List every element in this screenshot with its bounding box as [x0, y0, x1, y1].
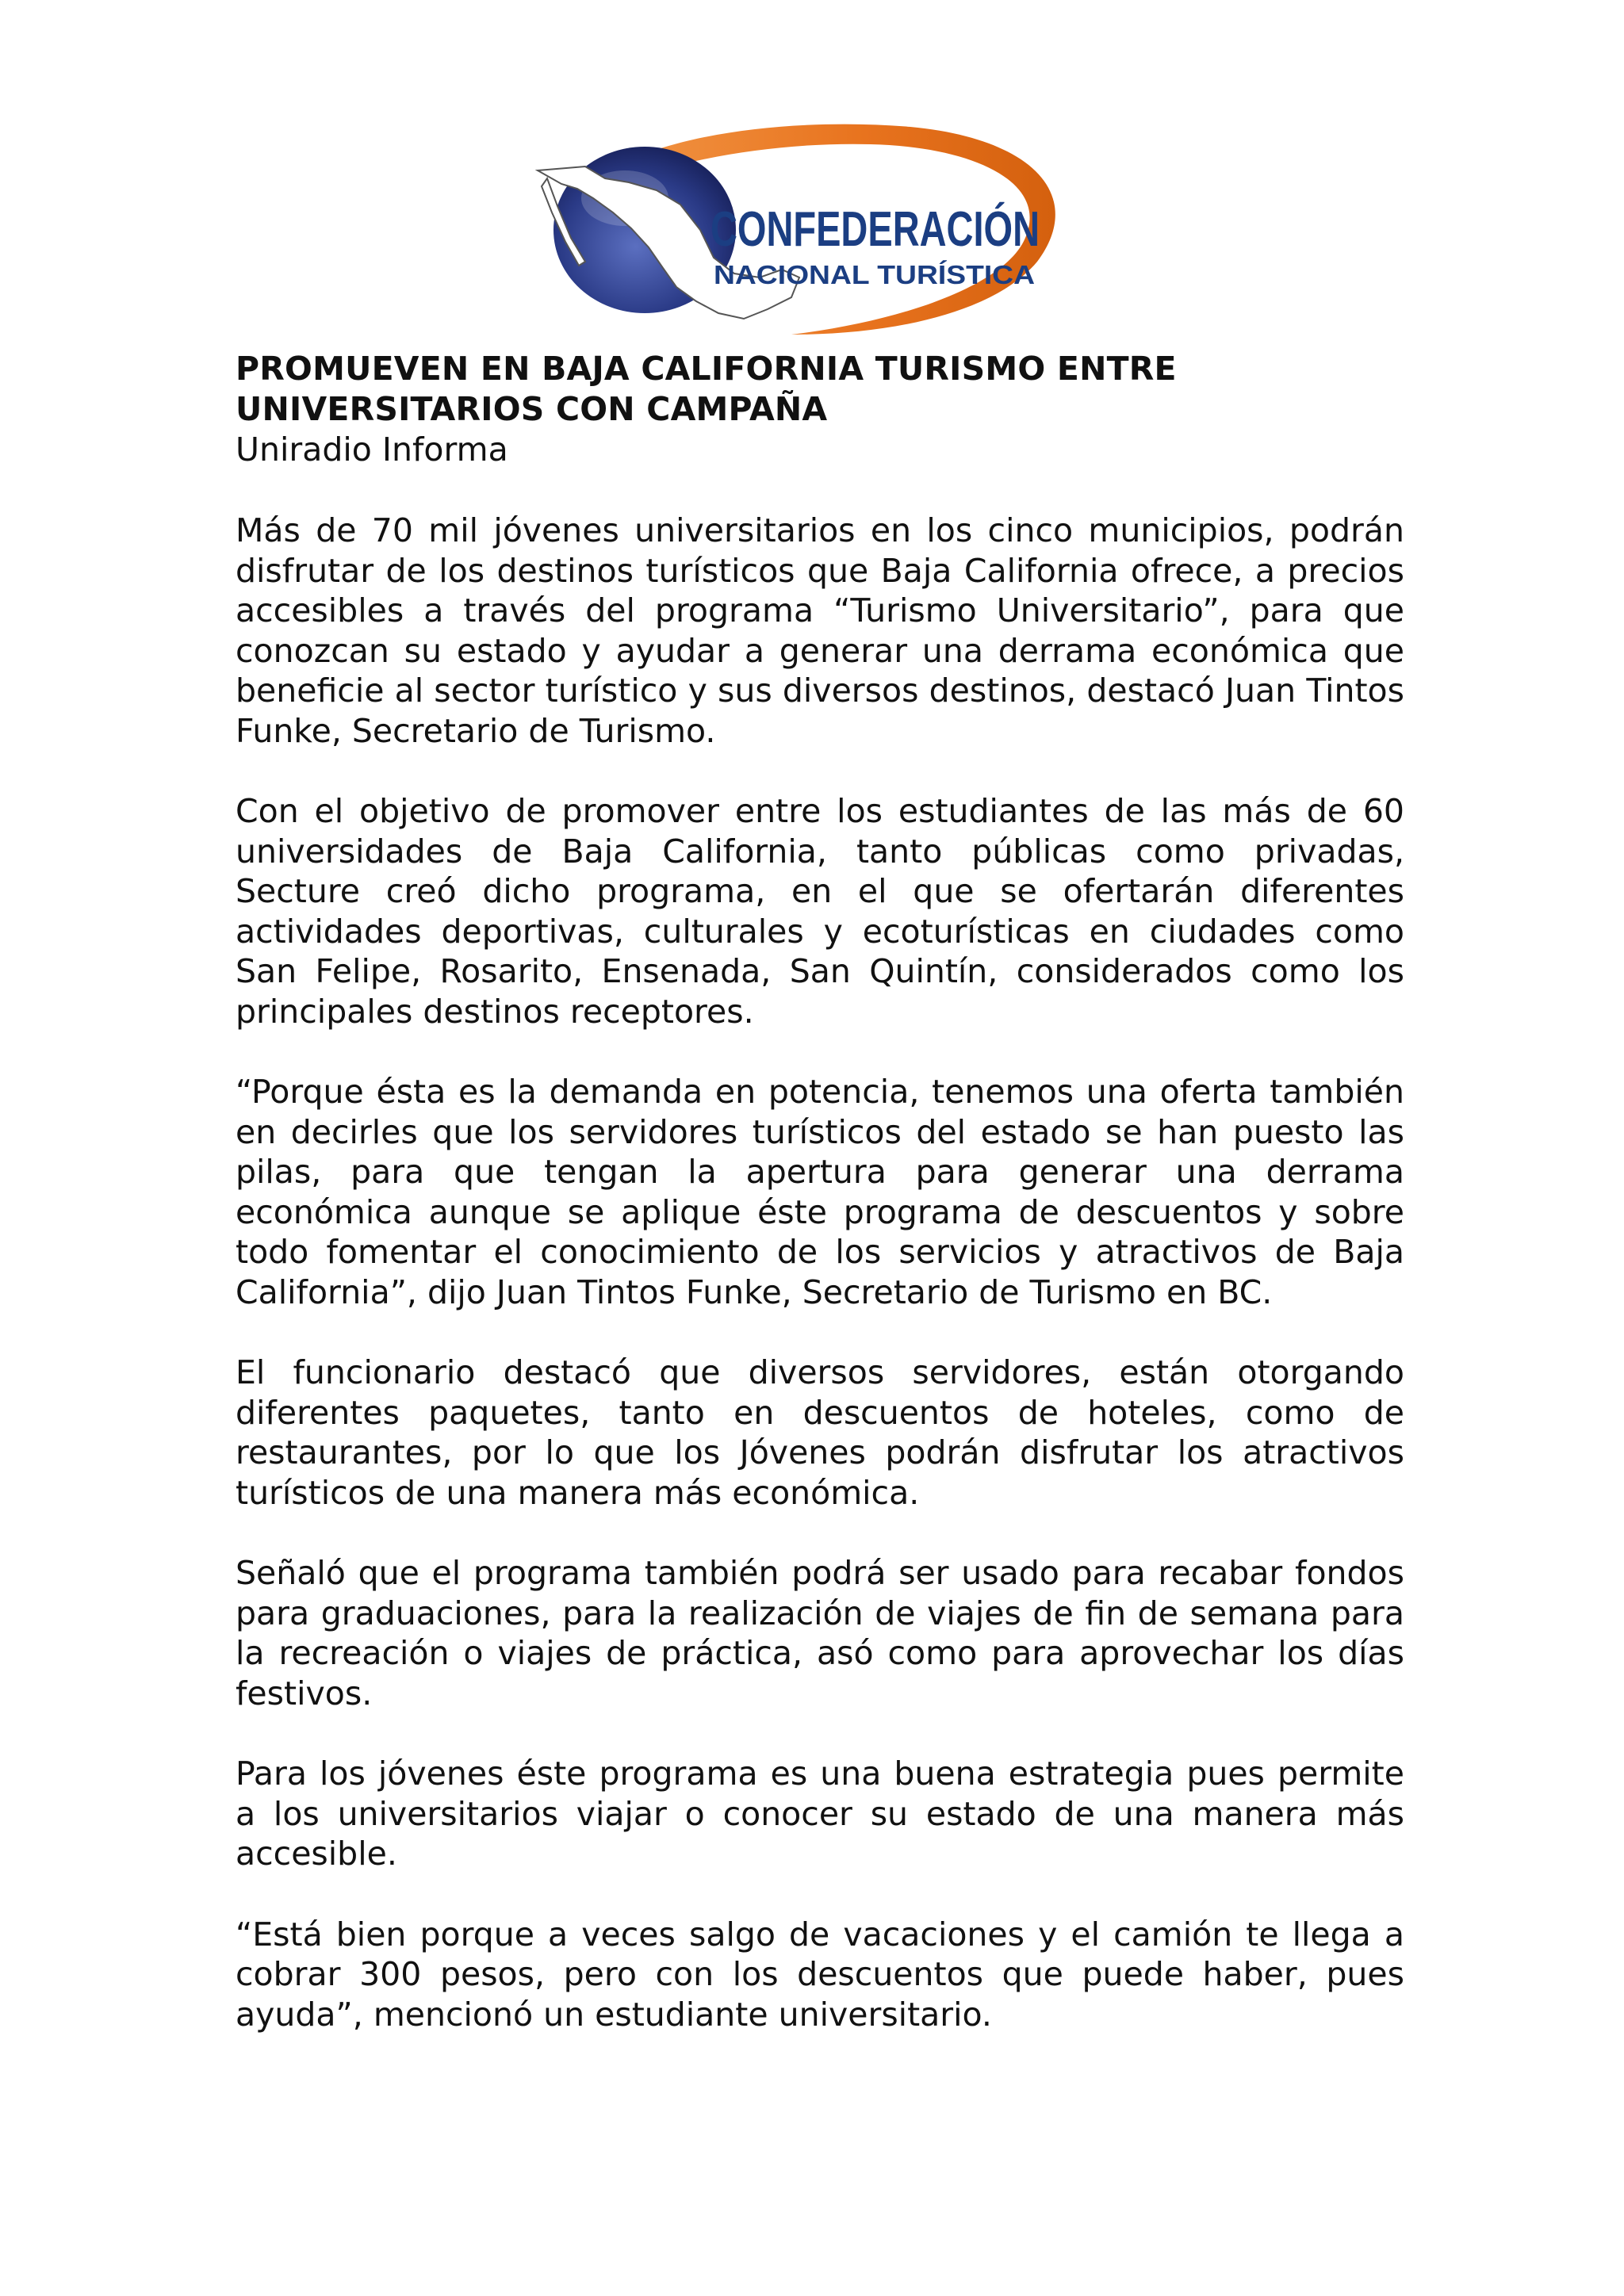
paragraph: Señaló que el programa también podrá ser usado para recabar fondos para graduaciones, para la realización de viajes de fin de semana para la recreación o viajes de práctica, asó como para aprovechar los días festivos. — [236, 1554, 1404, 1712]
paragraph: El funcionario destacó que diversos servidores, están otorgando diferentes paquetes, tanto en descuentos de hoteles, como de restaurantes, por lo que los Jóvenes podrán disfrutar los atractivos turísticos de una manera más económica. — [236, 1353, 1404, 1512]
article — [236, 349, 1404, 2075]
confederacion-logo — [530, 111, 1085, 349]
paragraph: “Está bien porque a veces salgo de vacaciones y el camión te llega a cobrar 300 pesos, pero con los descuentos que puede haber, pues ayuda”, mencionó un estudiante universitario. — [236, 1915, 1404, 2034]
paragraph: Más de 70 mil jóvenes universitarios en los cinco municipios, podrán disfrutar de los destinos turísticos que Baja California ofrece, a precios accesibles a través del programa “Turismo Universitario”, para que conozcan su estado y ayudar a generar una derrama económica que beneficie al sector turístico y sus diversos destinos, destacó Juan Tintos Funke, Secretario de Turismo. — [236, 511, 1404, 750]
paragraph: Con el objetivo de promover entre los estudiantes de las más de 60 universidades de Baja California, tanto públicas como privadas, Secture creó dicho programa, en el que se ofertarán diferentes actividades deportivas, culturales y ecoturísticas en ciudades como San Felipe, Rosarito, Ensenada, San Quintín, considerados como los principales destinos receptores. — [236, 792, 1404, 1031]
headline-line-1: PROMUEVEN EN BAJA CALIFORNIA TURISMO ENTRE — [236, 350, 1177, 388]
paragraph: “Porque ésta es la demanda en potencia, tenemos una oferta también en decirles que los servidores turísticos del estado se han puesto las pilas, para que tengan la apertura para generar una derrama económica aunque se aplique éste programa de descuentos y sobre todo fomentar el conocimiento de los servicios y atractivos de Baja California”, dijo Juan Tintos Funke, Secretario de Turismo en BC. — [236, 1073, 1404, 1311]
logo-line1: CONFEDERACIÓN — [710, 202, 1040, 257]
logo-line2: NACIONAL TURÍSTICA — [714, 260, 1035, 289]
headline-line-2: UNIVERSITARIOS CON CAMPAÑA — [236, 390, 828, 428]
paragraph: Para los jóvenes éste programa es una buena estrategia pues permite a los universitarios viajar o conocer su estado de una manera más accesible. — [236, 1755, 1404, 1873]
article-source: Uniradio Informa — [236, 430, 508, 469]
